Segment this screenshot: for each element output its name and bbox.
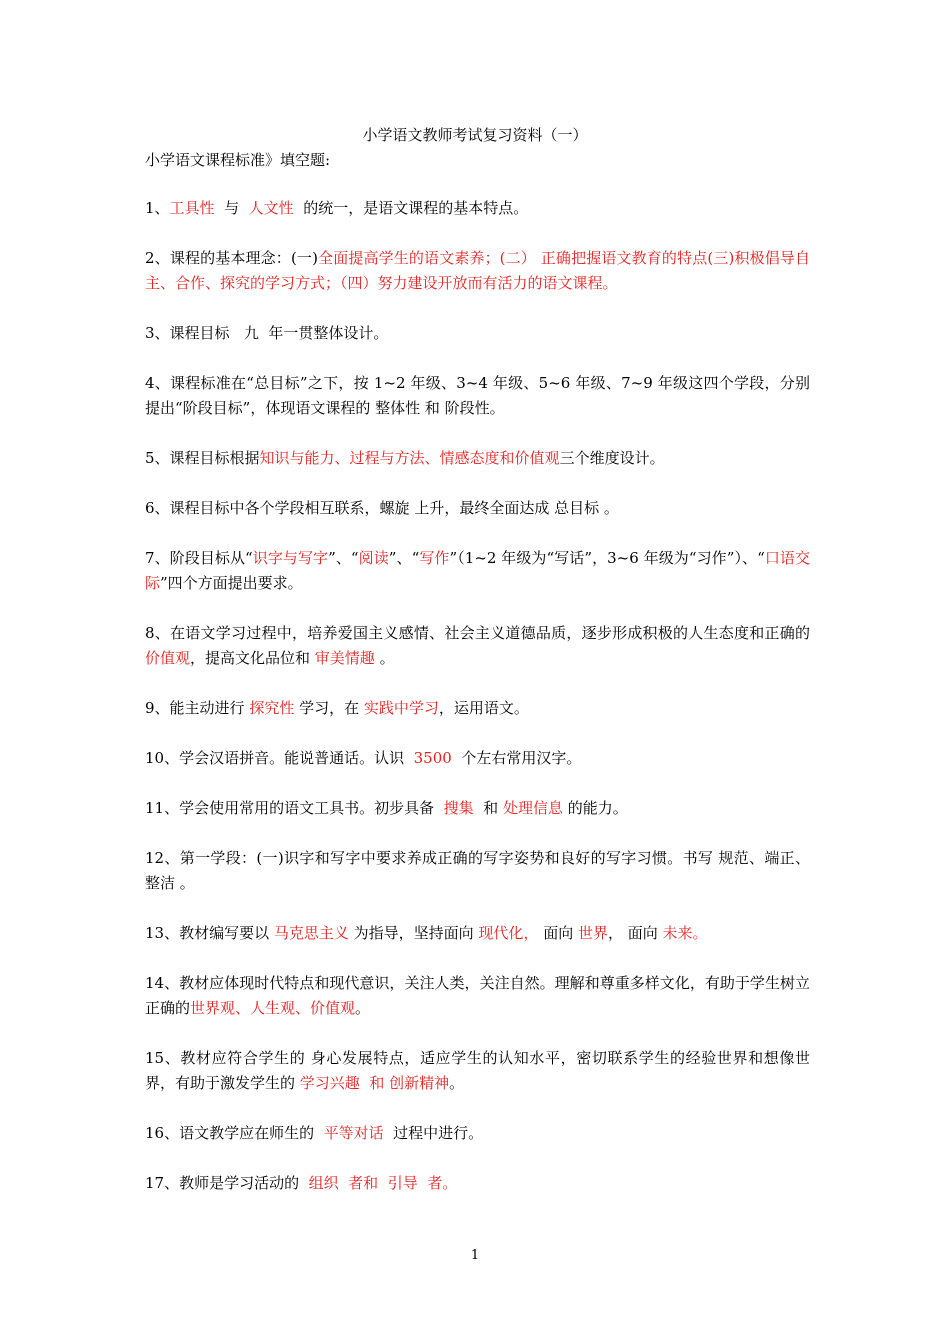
list-item [145,1121,810,1146]
answer-text: 现代化， [478,924,539,942]
question-text: 7、阶段目标从“ [145,549,253,567]
question-text: 与 [214,199,249,217]
question-text: 6、课程目标中各个学段相互联系，螺旋 上升，最终全面达成 总目标 。 [145,499,619,517]
answer-text: 学习兴趣 和 创新精神 [299,1074,450,1092]
list-item [145,1171,810,1196]
answer-text: 马克思主义 [273,924,349,942]
question-text: 的统一，是语文课程的基本特点。 [293,199,529,217]
answer-text: 实践中学习 [363,699,439,717]
answer-text: 口语交际 [145,549,810,592]
answer-text: 阅读 [358,549,389,567]
page-number: 1 [470,1248,480,1263]
answer-text: 平等对话 [323,1124,384,1142]
question-text: 5、课程目标根据 [145,449,260,467]
list-item [145,196,810,221]
list-item [145,371,810,421]
question-text: ”（1~2 年级为“写话”，3~6 年级为“习作”）、“ [449,549,765,567]
question-text: 学习，在 [294,699,364,717]
answer-text: 世界观、人生观、价值观 [190,999,356,1017]
list-item [145,1046,810,1096]
question-text: 16、语文教学应在师生的 [145,1124,324,1142]
question-text: 4、课程标准在“总目标”之下，按 1~2 年级、3~4 年级、5~6 年级、7~9 年级这四个学段，分别提出“阶段目标”，体现语文课程的 整体性 和 阶段性。 [145,374,810,417]
list-item [145,546,810,596]
question-text: 8、在语文学习过程中，培养爱国主义感情、社会主义道德品质，逐步形成积极的人生态度和正确的 [145,624,820,642]
list-item [145,796,810,821]
section-heading: 小学语文课程标准》填空题: [145,151,331,169]
question-text: ，运用语文。 [438,699,529,717]
list-item [145,746,810,771]
list-item [145,621,820,671]
answer-text: 人文性 [248,199,294,217]
question-text: 12、第一学段：(一)识字和写字中要求养成正确的写字姿势和良好的写字习惯。书写 规范、端正、整洁 。 [145,849,810,892]
answer-text: 识字与写字 [252,549,329,567]
page-title: 小学语文教师考试复习资料（一） [362,126,588,144]
answer-text: 知识与能力、过程与方法、情感态度和价值观 [259,449,560,467]
list-item [145,971,810,1021]
question-text: ”、“ [328,549,359,567]
answer-text: 3500 [413,749,452,767]
answer-text: 审美情趣 [314,649,375,667]
list-item [145,846,810,896]
list-item [145,921,810,946]
answer-text: 组织 者和 引导 者。 [308,1174,458,1192]
question-text: 的能力。 [562,799,628,817]
list-item [145,696,810,721]
question-text: 面向 [538,924,578,942]
question-text: 。 [355,999,371,1017]
question-text: 。 [374,649,395,667]
question-text: 1、 [145,199,170,217]
answer-text: 全面提高学生的语文素养；(二） 正确把握语文教育的特点(三)积极倡导自主、合作、探究的学习方式；（四）努力建设开放而有活力的语文课程。 [145,249,811,292]
question-text: 10、学会汉语拼音。能说普通话。认识 [145,749,414,767]
answer-text: 价值观 [145,649,191,667]
answer-text: 世界 [577,924,608,942]
question-text: 2、课程的基本理念：(一) [145,249,318,267]
question-text: ”四个方面提出要求。 [160,574,303,592]
answer-text: 探究性 [249,699,295,717]
question-text: ，提高文化品位和 [190,649,315,667]
list-item [145,446,810,471]
answer-text: 工具性 [169,199,215,217]
answer-text: 处理信息 [502,799,563,817]
fill-in-list [145,196,820,1221]
question-text: 14、教材应体现时代特点和现代意识，关注人类，关注自然。理解和尊重多样文化，有助于学生树立正确的 [145,974,810,1017]
question-text: ”、“ [388,549,420,567]
question-text: 和 [473,799,503,817]
question-text: 15、教材应符合学生的 身心发展特点，适应学生的认知水平，密切联系学生的经验世界和想像世界，有助于激发学生的 [145,1049,810,1092]
question-text: 为指导，坚持面向 [348,924,479,942]
list-item [145,246,810,296]
answer-text: 未来。 [662,924,708,942]
answer-text: 搜集 [443,799,474,817]
question-text: ， 面向 [608,924,663,942]
question-text: 13、教材编写要以 [145,924,274,942]
question-text: 3、课程目标 九 年一贯整体设计。 [145,324,389,342]
question-text: 11、学会使用常用的语文工具书。初步具备 [145,799,444,817]
question-text: 三个维度设计。 [559,449,665,467]
question-text: 个左右常用汉字。 [451,749,582,767]
question-text: 17、教师是学习活动的 [145,1174,309,1192]
answer-text: 写作 [419,549,450,567]
question-text: 。 [449,1074,465,1092]
list-item [145,321,810,346]
question-text: 过程中进行。 [383,1124,484,1142]
question-text: 9、能主动进行 [145,699,250,717]
list-item [145,496,810,521]
